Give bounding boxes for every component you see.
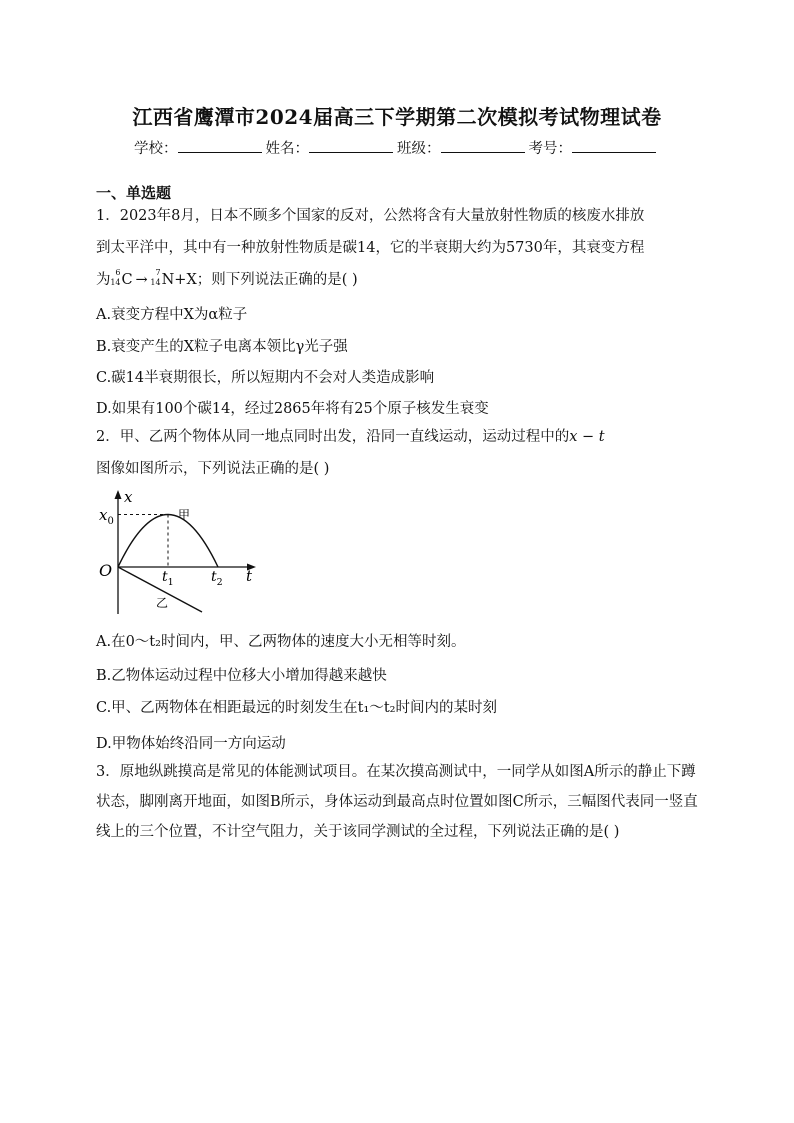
jia-label: 甲 xyxy=(178,508,191,522)
class-field: 班级： xyxy=(397,137,529,158)
y-axis-arrow-icon xyxy=(115,490,122,499)
exam-number-field: 考号： xyxy=(529,137,661,158)
question-2-line-1: 2．甲、乙两个物体从同一地点同时出发，沿同一直线运动，运动过程中的x − t xyxy=(96,429,605,445)
question-2-option-b[interactable]: B.乙物体运动过程中位移大小增加得越来越快 xyxy=(96,668,387,684)
question-2-option-a[interactable]: A.在0～t₂时间内，甲、乙两物体的速度大小无相等时刻。 xyxy=(96,634,466,650)
question-2-line-2: 图像如图所示，下列说法正确的是( ) xyxy=(96,461,330,477)
student-info-line xyxy=(0,137,794,158)
school-field: 学校： xyxy=(134,137,266,158)
school-blank[interactable] xyxy=(178,138,262,153)
question-1-option-b[interactable]: B.衰变产生的X粒子电离本领比γ光子强 xyxy=(96,339,348,355)
question-1-option-d[interactable]: D.如果有100个碳14，经过2865年将有25个原子核发生衰变 xyxy=(96,401,489,417)
question-1-line-3: 为 14 6 C → 14 7 N+X；则下列说法正确的是( ) xyxy=(96,268,358,288)
name-field: 姓名： xyxy=(266,137,398,158)
page-title: 江西省鹰潭市2024届高三下学期第二次模拟考试物理试卷 xyxy=(132,105,662,129)
t2-label: $t_2$ xyxy=(211,569,223,588)
x-t-graph xyxy=(98,488,268,620)
question-2-option-c[interactable]: C.甲、乙两物体在相距最远的时刻发生在t₁～t₂时间内的某时刻 xyxy=(96,700,497,716)
name-blank[interactable] xyxy=(309,138,393,153)
yi-label: 乙 xyxy=(156,596,169,610)
question-1-option-c[interactable]: C.碳14半衰期很长，所以短期内不会对人类造成影响 xyxy=(96,370,435,386)
question-1-line-1: 1．2023年8月，日本不顾多个国家的反对，公然将含有大量放射性物质的核废水排放 xyxy=(96,208,645,224)
exam-number-blank[interactable] xyxy=(572,138,656,153)
class-blank[interactable] xyxy=(441,138,525,153)
question-1-line-2: 到太平洋中，其中有一种放射性物质是碳14，它的半衰期大约为5730年，其衰变方程 xyxy=(96,240,645,256)
origin-label: O xyxy=(99,561,113,580)
question-2 xyxy=(96,421,700,485)
t1-label: $t_1$ xyxy=(162,569,174,588)
section-title: 一、单选题 xyxy=(96,184,172,202)
x-axis-label: t xyxy=(246,567,253,585)
x0-label: $x_0$ xyxy=(99,506,114,527)
y-axis-label: x xyxy=(124,488,133,506)
question-3: 3．原地纵跳摸高是常见的体能测试项目。在某次摸高测试中，一同学从如图A所示的静止下蹲状态，脚刚离开地面，如图B所示，身体运动到最高点时位置如图C所示，三幅图代表同一竖直线上的三个位置，不计空气阻力，关于该同学测试的全过程，下列说法正确的是( ) xyxy=(96,764,698,840)
question-2-option-d[interactable]: D.甲物体始终沿同一方向运动 xyxy=(96,736,286,752)
decay-equation: 14 6 C → 14 7 N+X xyxy=(110,268,197,288)
question-1 xyxy=(96,200,700,296)
question-1-option-a[interactable]: A.衰变方程中X为α粒子 xyxy=(96,307,248,323)
